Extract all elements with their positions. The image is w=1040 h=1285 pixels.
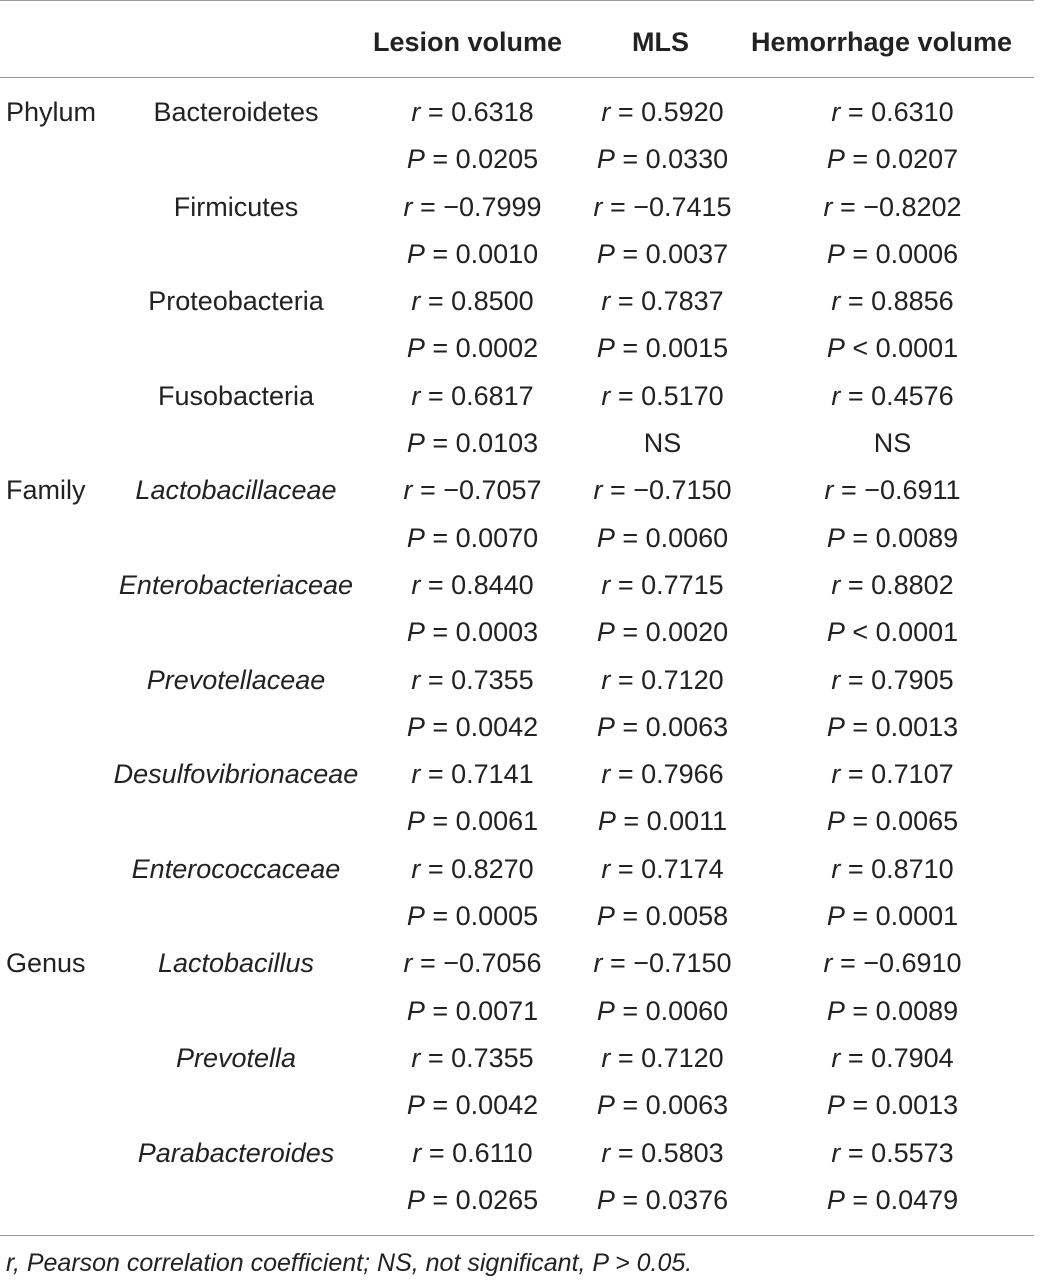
- hemorrhage-p-value: P = 0.0013: [826, 711, 959, 742]
- mls-r-value: r = −0.7150: [593, 475, 732, 506]
- table-row: [0, 704, 1040, 751]
- hemorrhage-r-value: r = 0.7107: [831, 759, 954, 790]
- mls-r-value: r = 0.7174: [601, 853, 724, 884]
- taxon-name: Enterobacteriaceae: [118, 569, 354, 600]
- lesion-r-value: r = −0.7057: [403, 475, 542, 506]
- table-row: [0, 373, 1040, 420]
- lesion-r-value: r = −0.7056: [403, 948, 542, 979]
- mls-r-value: r = 0.5920: [601, 97, 724, 127]
- table-row: [0, 940, 1040, 987]
- hemorrhage-r-value: r = −0.6910: [823, 948, 962, 979]
- lesion-p-value: P = 0.0061: [406, 806, 539, 837]
- table-row: [0, 562, 1040, 609]
- mls-r-value: r = 0.7120: [601, 1042, 724, 1073]
- taxon-name: Enterococcaceae: [131, 853, 341, 884]
- mls-p-value: P = 0.0063: [596, 711, 729, 742]
- table-row: [0, 893, 1040, 940]
- mls-p-value: P = 0.0060: [596, 995, 729, 1026]
- lesion-p-value: P = 0.0205: [406, 144, 539, 175]
- hemorrhage-r-value: r = −0.6911: [824, 475, 961, 506]
- taxon-name: Prevotellaceae: [146, 664, 326, 695]
- hemorrhage-p-value: P = 0.0065: [826, 806, 959, 837]
- hemorrhage-r-value: r = 0.8710: [831, 853, 954, 884]
- lesion-p-value: P = 0.0002: [406, 333, 539, 364]
- lesion-p-value: P = 0.0042: [406, 711, 539, 742]
- mls-r-value: r = 0.7837: [601, 286, 724, 317]
- lesion-r-value: r = 0.7355: [411, 1042, 534, 1073]
- header-hemorrhage-volume: Hemorrhage volume: [751, 27, 1013, 57]
- table-row: [0, 515, 1040, 562]
- table-row: [0, 1035, 1040, 1082]
- header-rule: [0, 77, 1034, 78]
- mls-r-value: r = 0.7715: [601, 569, 724, 600]
- table-row: [0, 136, 1040, 183]
- table-row: [0, 467, 1040, 514]
- table-row: [0, 231, 1040, 278]
- lesion-r-value: r = 0.7355: [411, 664, 534, 695]
- mls-p-value: P = 0.0037: [596, 238, 729, 269]
- taxon-name: Lactobacillaceae: [135, 475, 337, 506]
- table-row: [0, 751, 1040, 798]
- mls-p-value: P = 0.0330: [596, 144, 729, 175]
- top-rule: [0, 0, 1034, 1]
- mls-r-value: r = 0.7966: [601, 759, 724, 790]
- table-row: [0, 846, 1040, 893]
- hemorrhage-r-value: r = 0.6310: [831, 97, 954, 127]
- lesion-r-value: r = 0.8500: [411, 286, 534, 317]
- table-row: [0, 184, 1040, 231]
- lesion-r-value: r = 0.7141: [411, 759, 534, 790]
- lesion-p-value: P = 0.0070: [406, 522, 539, 553]
- table-footnote: r, Pearson correlation coefficient; NS, not significant, P > 0.05.: [6, 1249, 693, 1277]
- taxon-name: Prevotella: [175, 1042, 297, 1073]
- lesion-p-value: P = 0.0005: [406, 901, 539, 932]
- lesion-p-value: P = 0.0042: [406, 1090, 539, 1121]
- table-row: [0, 798, 1040, 845]
- mls-p-value: P = 0.0020: [596, 617, 729, 648]
- hemorrhage-p-value: NS: [873, 428, 912, 459]
- table-row: [0, 657, 1040, 704]
- mls-p-value: P = 0.0058: [596, 901, 729, 932]
- hemorrhage-p-value: P = 0.0207: [826, 144, 959, 175]
- table-row: [0, 420, 1040, 467]
- hemorrhage-p-value: P < 0.0001: [826, 617, 959, 648]
- table-row: [0, 325, 1040, 372]
- hemorrhage-p-value: P = 0.0013: [826, 1090, 959, 1121]
- mls-p-value: P = 0.0015: [596, 333, 729, 364]
- hemorrhage-r-value: r = 0.4576: [831, 380, 954, 411]
- taxon-level-label: Phylum: [6, 97, 97, 127]
- taxon-name: Proteobacteria: [148, 286, 324, 317]
- lesion-r-value: r = 0.6817: [411, 380, 534, 411]
- taxon-name: Lactobacillus: [157, 948, 315, 979]
- table-row: [0, 988, 1040, 1035]
- table-row: [0, 1130, 1040, 1177]
- hemorrhage-r-value: r = 0.8802: [831, 569, 954, 600]
- mls-p-value: NS: [643, 428, 682, 459]
- table-row: [0, 1082, 1040, 1129]
- table-row: [0, 278, 1040, 325]
- taxon-name: Desulfovibrionaceae: [113, 759, 359, 790]
- taxon-level-label: Genus: [6, 948, 86, 979]
- taxon-name: Firmicutes: [173, 191, 299, 222]
- taxon-name: Fusobacteria: [157, 380, 315, 411]
- hemorrhage-r-value: r = 0.7904: [831, 1042, 954, 1073]
- lesion-p-value: P = 0.0003: [406, 617, 539, 648]
- hemorrhage-p-value: P = 0.0479: [826, 1184, 959, 1215]
- taxon-level-label: Family: [6, 475, 86, 506]
- lesion-p-value: P = 0.0103: [406, 428, 539, 459]
- mls-r-value: r = 0.5170: [601, 380, 724, 411]
- table-row: [0, 89, 1040, 136]
- hemorrhage-p-value: P = 0.0001: [826, 901, 959, 932]
- hemorrhage-r-value: r = 0.5573: [831, 1137, 954, 1168]
- mls-r-value: r = −0.7415: [593, 191, 732, 222]
- mls-r-value: r = 0.5803: [601, 1137, 724, 1168]
- hemorrhage-r-value: r = 0.8856: [831, 286, 954, 317]
- mls-r-value: r = 0.7120: [601, 664, 724, 695]
- mls-p-value: P = 0.0376: [596, 1184, 729, 1215]
- hemorrhage-p-value: P = 0.0089: [826, 995, 959, 1026]
- mls-p-value: P = 0.0063: [596, 1090, 729, 1121]
- table-body: [0, 89, 1040, 1224]
- lesion-r-value: r = 0.6110: [412, 1137, 533, 1168]
- mls-p-value: P = 0.0060: [596, 522, 729, 553]
- mls-r-value: r = −0.7150: [593, 948, 732, 979]
- table-row: [0, 609, 1040, 656]
- lesion-p-value: P = 0.0071: [406, 995, 539, 1026]
- header-lesion-volume: Lesion volume: [373, 27, 563, 57]
- lesion-p-value: P = 0.0010: [406, 238, 539, 269]
- lesion-r-value: r = 0.8270: [411, 853, 534, 884]
- hemorrhage-p-value: P = 0.0006: [826, 238, 959, 269]
- lesion-p-value: P = 0.0265: [406, 1184, 539, 1215]
- lesion-r-value: r = 0.6318: [411, 97, 534, 127]
- hemorrhage-p-value: P < 0.0001: [826, 333, 959, 364]
- lesion-r-value: r = −0.7999: [403, 191, 542, 222]
- taxon-name: Parabacteroides: [137, 1137, 335, 1168]
- hemorrhage-r-value: r = 0.7905: [831, 664, 954, 695]
- lesion-r-value: r = 0.8440: [411, 569, 534, 600]
- hemorrhage-p-value: P = 0.0089: [826, 522, 959, 553]
- header-mls: MLS: [632, 27, 689, 57]
- table-row: [0, 1177, 1040, 1224]
- hemorrhage-r-value: r = −0.8202: [823, 191, 962, 222]
- mls-p-value: P = 0.0011: [597, 806, 728, 837]
- bottom-rule: [0, 1235, 1034, 1236]
- taxon-name: Bacteroidetes: [153, 97, 319, 127]
